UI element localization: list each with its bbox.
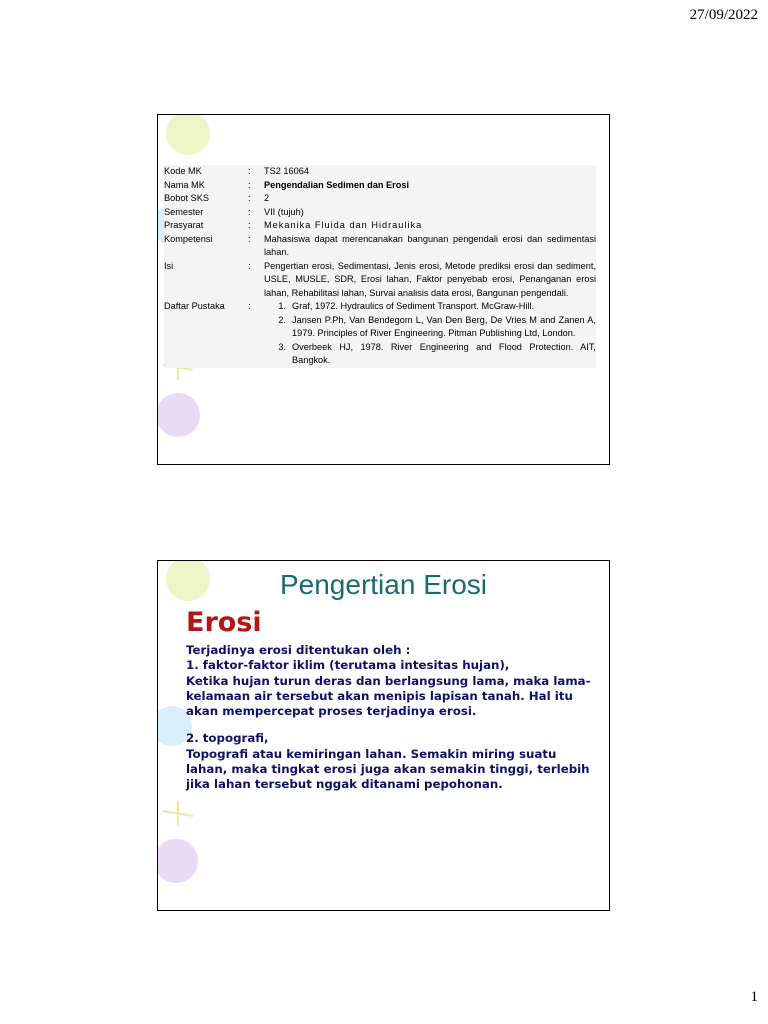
row-key: Kompetensi	[164, 233, 213, 244]
row-key: Nama MK	[164, 179, 205, 190]
row-colon: :	[248, 220, 251, 230]
reference-number: 3.	[278, 341, 286, 352]
row-colon: :	[248, 166, 251, 176]
list-item	[264, 341, 596, 368]
course-info-table	[164, 165, 596, 368]
row-value: Pengertian erosi, Sedimentasi, Jenis erosi, Metode prediksi erosi dan sediment, USLE, MUSLE, SDR, Erosi lahan, Faktor penyebab erosi, Penanganan erosi lahan, Rehabilitasi lahan, Survai analisis data erosi, Bangunan pengendali.	[264, 260, 596, 298]
row-value: 2	[264, 193, 270, 203]
list-item	[264, 300, 596, 314]
row-colon: :	[248, 301, 251, 311]
table-row	[164, 219, 596, 233]
reference-text: Graf, 1972. Hydraulics of Sediment Transport. McGraw-Hill.	[292, 301, 535, 311]
table-row	[164, 233, 596, 260]
row-key: Isi	[164, 260, 174, 271]
table-row	[164, 206, 596, 220]
row-value: Pengendalian Sedimen dan Erosi	[264, 179, 409, 190]
row-value: TS2 16064	[264, 166, 309, 176]
row-colon: :	[248, 233, 251, 244]
slide-heading: Erosi	[186, 607, 262, 638]
table-row	[164, 179, 596, 193]
row-colon: :	[248, 206, 251, 217]
body-line: 1. faktor-faktor iklim (terutama intesitas hujan),	[186, 658, 510, 673]
reference-number: 1.	[278, 301, 286, 311]
slide-pengertian-erosi	[157, 560, 610, 911]
row-key: Bobot SKS	[164, 193, 209, 203]
row-colon: :	[248, 260, 251, 271]
print-date: 27/09/2022	[689, 7, 758, 23]
row-value: Mahasiswa dapat merencanakan bangunan pengendali erosi dan sedimentasi lahan.	[264, 233, 596, 257]
row-key: Semester	[164, 206, 204, 217]
list-item	[264, 314, 596, 341]
reference-text: Overbeek HJ, 1978. River Engineering and Flood Protection. AIT, Bangkok.	[292, 341, 596, 365]
row-colon: :	[248, 179, 251, 190]
row-key: Daftar Pustaka	[164, 301, 225, 311]
page-number: 1	[750, 989, 758, 1005]
row-value: Mekanika Fluida dan Hidraulika	[264, 220, 423, 230]
reference-number: 2.	[278, 314, 286, 325]
slide-body	[186, 643, 596, 793]
row-value: VII (tujuh)	[264, 206, 304, 217]
body-line: Terjadinya erosi ditentukan oleh :	[186, 643, 411, 657]
row-key: Prasyarat	[164, 220, 204, 230]
table-row	[164, 260, 596, 301]
table-row	[164, 192, 596, 206]
row-colon: :	[248, 193, 251, 203]
slide-title: Pengertian Erosi	[279, 569, 487, 600]
reference-list	[264, 300, 596, 368]
slide-course-info	[157, 114, 610, 465]
body-line: Ketika hujan turun deras dan berlangsung lama, maka lama-kelamaan air tersebut akan menipis lapisan tanah. Hal itu akan mempercepat proses terjadinya erosi.	[186, 673, 591, 719]
body-line: Topografi atau kemiringan lahan. Semakin miring suatu lahan, maka tingkat erosi juga akan semakin tinggi, terlebih jika lahan tersebut nggak ditanami pepohonan.	[186, 746, 590, 792]
body-line: 2. topografi,	[186, 731, 269, 746]
table-row	[164, 300, 596, 368]
table-row	[164, 165, 596, 179]
reference-text: Jansen P.Ph, Van Bendegom L, Van Den Berg, De Vries M and Zanen A, 1979. Principles of River Engineering. Pitman Publishing Ltd, London.	[292, 314, 596, 338]
row-key: Kode MK	[164, 166, 202, 176]
